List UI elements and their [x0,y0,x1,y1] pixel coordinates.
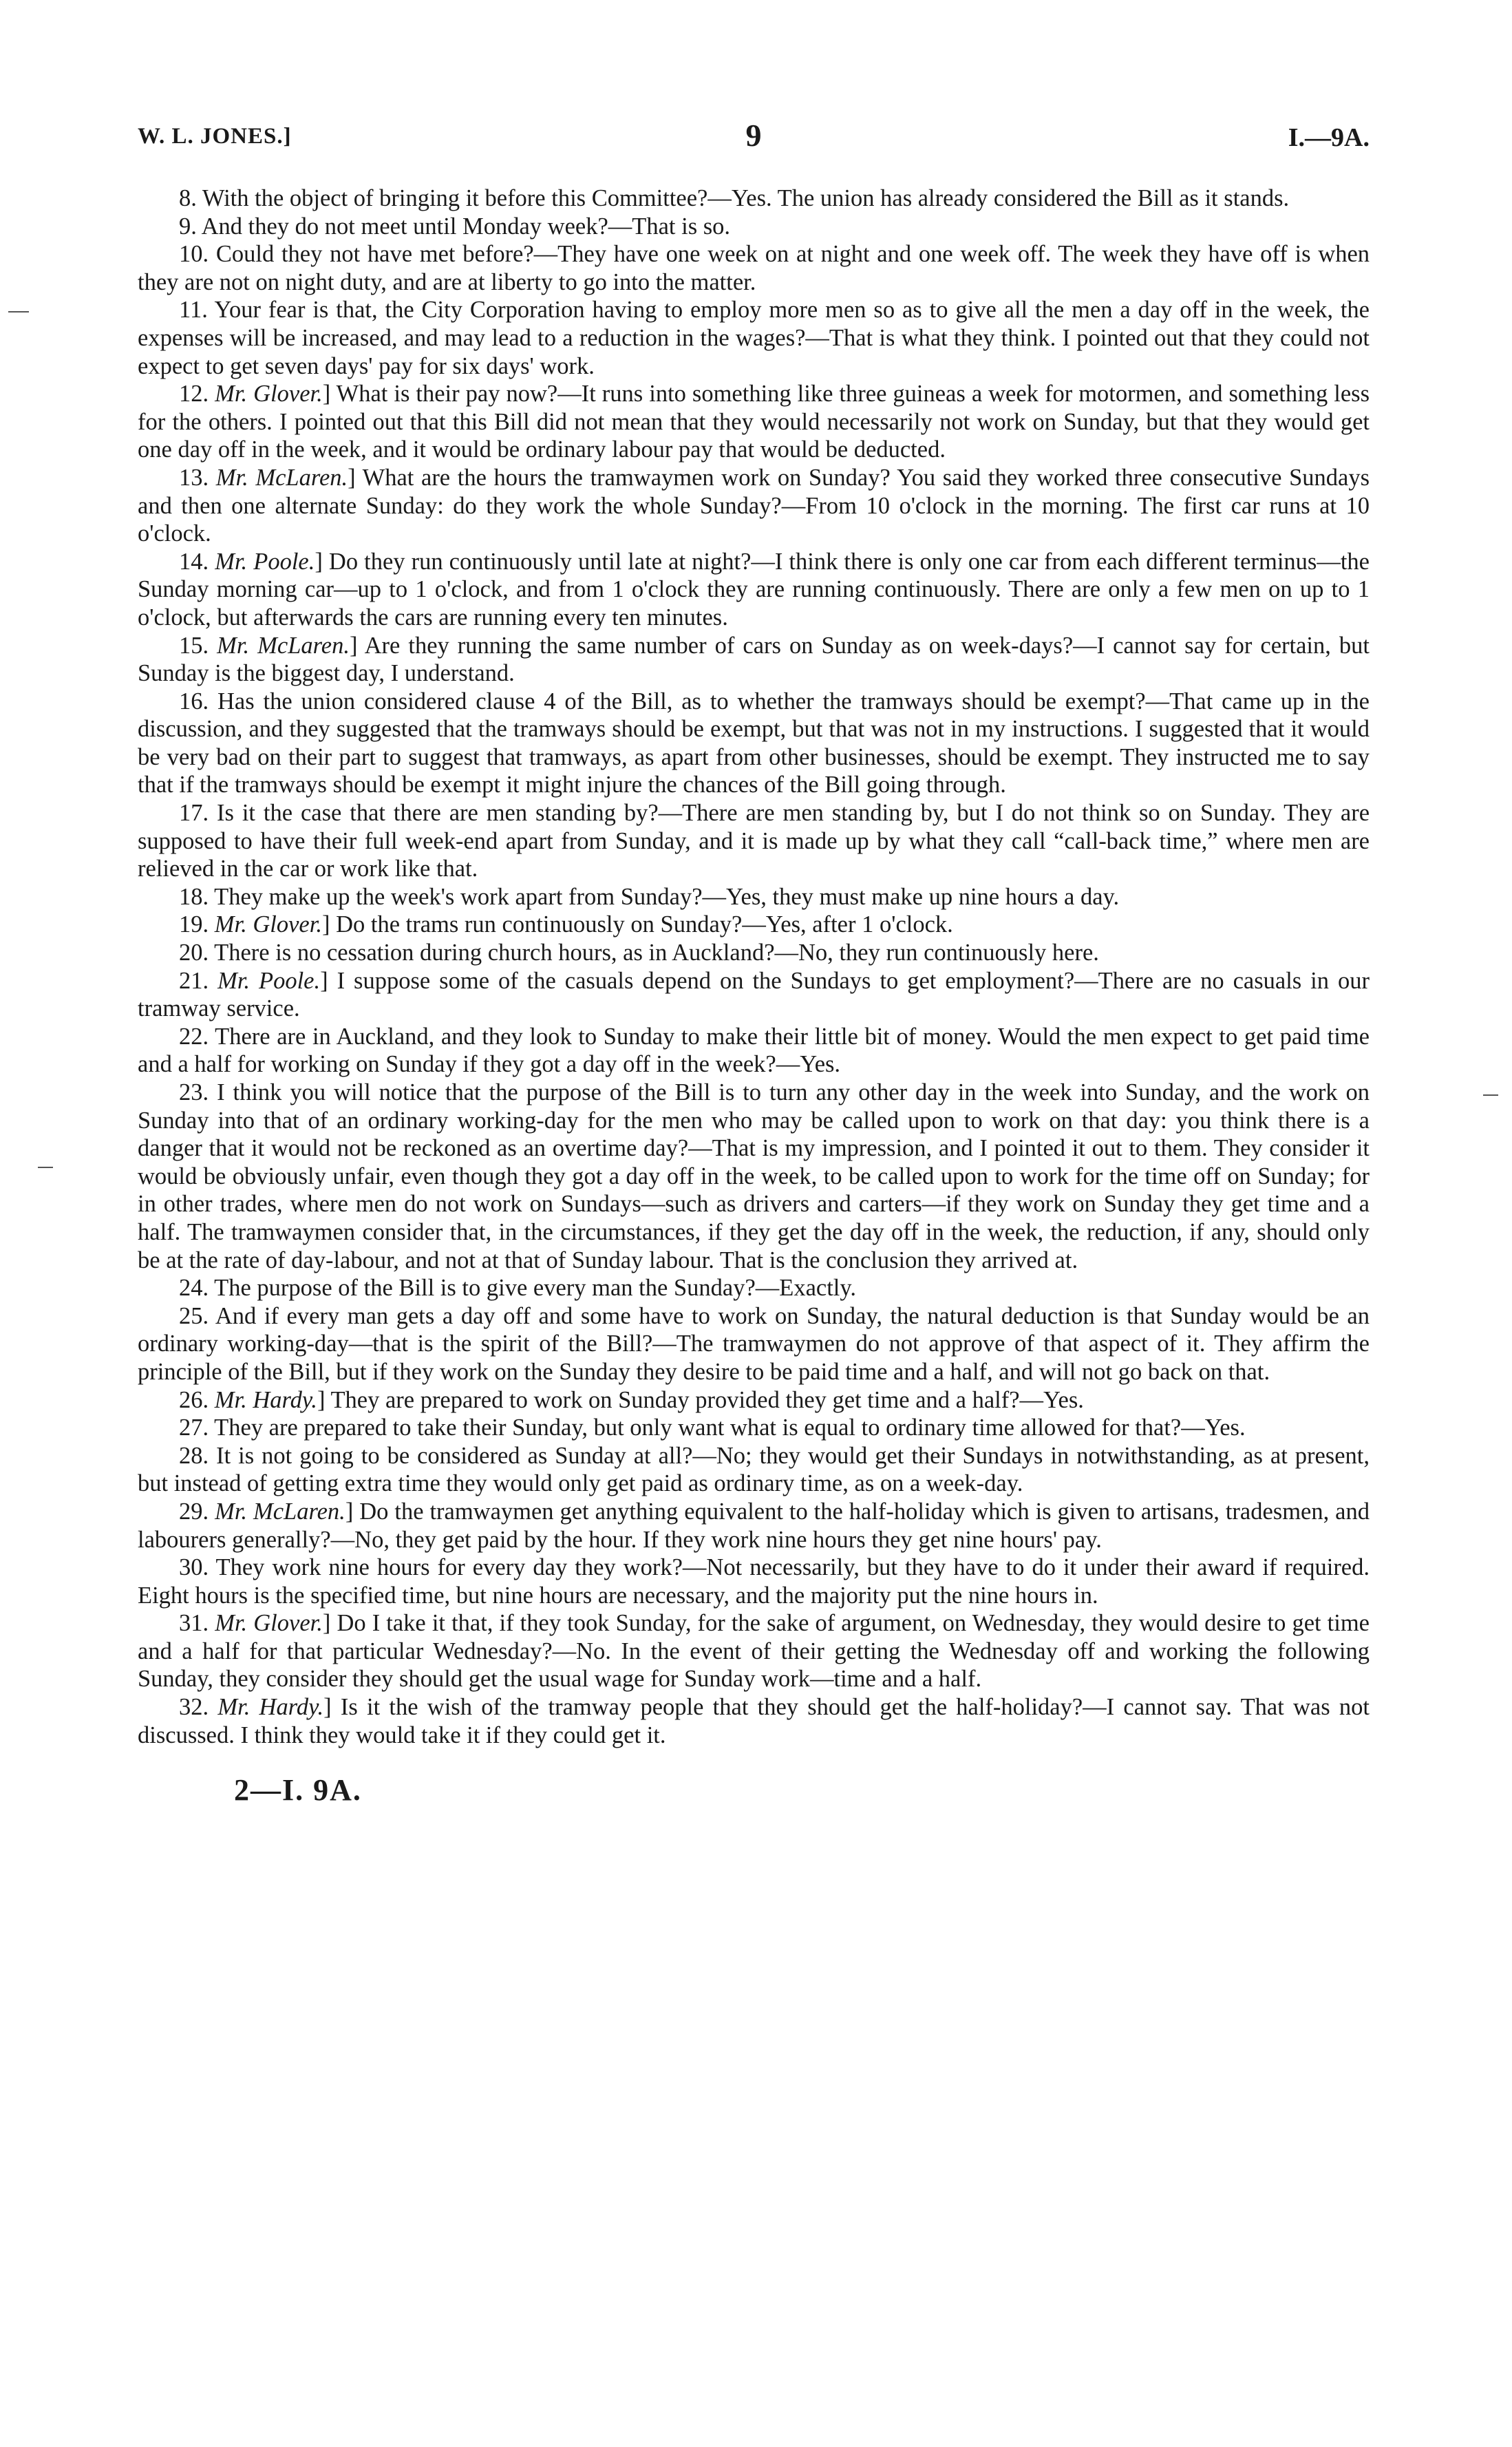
qa-paragraph [138,296,1370,380]
qa-paragraph [138,799,1370,883]
question-number: 29. [179,1498,209,1525]
qa-paragraph [138,184,1370,213]
question-answer-text: It is not going to be considered as Sunday at all?—No; they would get their Sundays in notwithstanding, as at present, but instead of getting extra time they would only get paid as ordinary time, as on a week-day. [138,1442,1370,1497]
qa-paragraph [138,1079,1370,1274]
paper-reference: I.—9A. [1288,123,1370,152]
speaker-name: Mr. Glover. [215,381,323,407]
speaker-name: Mr. Poole. [217,967,321,994]
question-number: 8. [179,185,197,211]
question-number: 28. [179,1442,209,1469]
qa-paragraph [138,1302,1370,1386]
witness-name: W. L. JONES.] [138,124,292,149]
qa-paragraph: 32. Mr. Hardy.] Is it the wish of the tramway people that they should get the half-holiday?—I cannot say. That was not discussed. I think they would take it if they could get it. [138,1694,1370,1748]
question-answer-text: What are the hours the tramwaymen work on Sunday? You said they worked three consecutive Sundays and then one alternate Sunday: do they work the whole Sunday?—From 10 o'clock in the morning. The first car runs at 10 o'clock. [138,464,1370,547]
qa-paragraph: 26. Mr. Hardy.] They are prepared to work on Sunday provided they get time and a half?—Yes. [179,1386,1084,1413]
question-number: 10. [179,241,209,268]
question-number: 18. [179,883,209,910]
qa-paragraph: 13. Mr. McLaren.] What are the hours the tramwaymen work on Sunday? You said they worked three consecutive Sundays and then one alternate Sunday: do they work the whole Sunday?—From 10 o'clock in the morning. The first car runs at 10 o'clock. [138,464,1370,547]
question-answer-text: Could they not have met before?—They have one week on at night and one week off. The week they have off is when they are not on night duty, and are at liberty to go into the matter. [138,241,1370,295]
speaker-name: Mr. McLaren. [215,1498,345,1525]
question-number: 9. [179,213,197,240]
document-page [138,117,1370,1808]
question-answer-text: Is it the wish of the tramway people that they should get the half-holiday?—I cannot say. That was not discussed. I think they would take it if they could get it. [138,1694,1370,1748]
question-answer-text: Is it the case that there are men standing by?—There are men standing by, but I do not think so on Sunday. They are supposed to have their full week-end apart from Sunday, and it is made up by what they call “call-back time,” where men are relieved in the car or work like that. [138,800,1370,882]
qa-paragraph: 29. Mr. McLaren.] Do the tramwaymen get anything equivalent to the half-holiday which is given to artisans, tradesmen, and labourers generally?—No, they get paid by the hour. If they work nine hours they get nine hours' pay. [138,1498,1370,1553]
speaker-name: Mr. McLaren. [217,632,350,659]
question-answer-text: They make up the week's work apart from Sunday?—Yes, they must make up nine hours a day. [214,883,1120,910]
question-number: 22. [179,1023,209,1050]
minutes-of-evidence [138,184,1370,1749]
speaker-name: Mr. Hardy. [214,1386,317,1413]
question-answer-text: They are prepared to take their Sunday, but only want what is equal to ordinary time allowed for that?—Yes. [214,1415,1246,1441]
question-number: 12. [179,381,209,407]
question-answer-text: With the object of bringing it before this Committee?—Yes. The union has already considered the Bill as it stands. [202,185,1290,211]
qa-paragraph: 15. Mr. McLaren.] Are they running the same number of cars on Sunday as on week-days?—I cannot say for certain, but Sunday is the biggest day, I understand. [138,632,1370,687]
qa-paragraph [138,688,1370,799]
question-number: 26. [179,1386,209,1413]
question-answer-text: They work nine hours for every day they work?—Not necessarily, but they have to do it under their award if required. Eight hours is the specified time, but nine hours are necessary, and the majority put the nine hours in. [138,1554,1370,1609]
question-answer-text: I suppose some of the casuals depend on the Sundays to get employment?—There are no casuals in our tramway service. [138,967,1370,1022]
question-number: 32. [179,1694,209,1721]
question-answer-text: I think you will notice that the purpose of the Bill is to turn any other day in the week into Sunday, and the work on Sunday into that of an ordinary working-day for the men who may be called upon to work on that day: you think there is a danger that it would not be reckoned as an overtime day?—That is my impression, and I pointed it out to them. They consider it would be obviously unfair, even though they got a day off in the week, to be called upon to work for the time off on Sunday; for in other trades, where men do not work on Sundays—such as drivers and carters—if they work on Sunday they get time and a half. The tramwaymen consider that, in the circumstances, if they get the day off in the week, the reduction, if any, should only be at the rate of day-labour, and not at that of Sunday labour. That is the conclusion they arrived at. [138,1079,1370,1273]
question-number: 15. [179,632,209,659]
question-answer-text: Has the union considered clause 4 of the Bill, as to whether the tramways should be exempt?—That came up in the discussion, and they suggested that the tramways should be exempt, but that was not in my instructions. I suggested that it would be very bad on their part to suggest that tramways, as apart from other businesses, should be exempt. They instructed me to say that if the tramways should be exempt it might injure the chances of the Bill going through. [138,688,1370,798]
qa-paragraph: 12. Mr. Glover.] What is their pay now?—It runs into something like three guineas a week for motormen, and something less for the others. I pointed out that this Bill did not mean that they would necessarily not work on Sunday, but that they would get one day off in the week, and it would be ordinary labour pay that would be deducted. [138,381,1370,463]
question-number: 23. [179,1079,209,1105]
question-answer-text: And if every man gets a day off and some have to work on Sunday, the natural deduction is that Sunday would be an ordinary working-day—that is the spirit of the Bill?—The tramwaymen do not approve of that aspect of it. They affirm the principle of the Bill, but if they work on the Sunday they desire to be paid time and a half, and will not go back on that. [138,1302,1370,1385]
question-answer-text: They are prepared to work on Sunday provided they get time and a half?—Yes. [330,1386,1084,1413]
question-number: 27. [179,1415,209,1441]
qa-paragraph [138,939,1370,967]
qa-paragraph: 14. Mr. Poole.] Do they run continuously until late at night?—I think there is only one car from each different terminus—the Sunday morning car—up to 1 o'clock, and from 1 o'clock they are running continuously. There are only a few men on up to 1 o'clock, but afterwards the cars are running every ten minutes. [138,548,1370,631]
speaker-name: Mr. Poole. [215,548,315,575]
qa-paragraph [138,1414,1370,1442]
question-answer-text: Your fear is that, the City Corporation having to employ more men so as to give all the men a day off in the week, the expenses will be increased, and may lead to a reduction in the wages?—That is what they think. I pointed out that they could not expect to get seven days' pay for six days' work. [138,297,1370,379]
margin-dash [38,1167,53,1168]
question-number: 11. [179,297,208,324]
printer-signature-mark: 2—I. 9A. [234,1773,362,1808]
speaker-name: Mr. Glover. [215,1610,323,1637]
speaker-name: Mr. Glover. [214,911,322,938]
question-number: 20. [179,940,209,966]
question-answer-text: The purpose of the Bill is to give every man the Sunday?—Exactly. [214,1275,857,1302]
qa-paragraph [138,1023,1370,1079]
margin-dash [8,311,29,313]
qa-paragraph [138,1442,1370,1498]
question-number: 19. [179,911,209,938]
margin-dash [1483,1094,1498,1096]
question-answer-text: What is their pay now?—It runs into something like three guineas a week for motormen, and something less for the others. I pointed out that this Bill did not mean that they would necessarily not work on Sunday, but that they would get one day off in the week, and it would be ordinary labour pay that would be deducted. [138,381,1370,463]
question-number: 17. [179,800,209,827]
page-header [138,117,1370,179]
question-number: 30. [179,1554,209,1581]
question-answer-text: Do they run continuously until late at night?—I think there is only one car from each different terminus—the Sunday morning car—up to 1 o'clock, and from 1 o'clock they are running continuously. There are only a few men on up to 1 o'clock, but afterwards the cars are running every ten minutes. [138,548,1370,631]
question-answer-text: There is no cessation during church hours, as in Auckland?—No, they run continuously here. [214,940,1099,966]
question-answer-text: Do the tramwaymen get anything equivalent to the half-holiday which is given to artisans, tradesmen, and labourers generally?—No, they get paid by the hour. If they work nine hours they get nine hours' pay. [138,1498,1370,1553]
speaker-name: Mr. Hardy. [217,1694,324,1721]
question-number: 25. [179,1302,209,1329]
question-number: 16. [179,688,209,714]
qa-paragraph [138,883,1370,911]
question-number: 24. [179,1275,209,1302]
qa-paragraph [138,240,1370,296]
qa-paragraph [138,213,1370,241]
qa-paragraph: 21. Mr. Poole.] I suppose some of the casuals depend on the Sundays to get employment?—There are no casuals in our tramway service. [138,967,1370,1022]
page-number: 9 [745,118,762,153]
qa-paragraph: 31. Mr. Glover.] Do I take it that, if they took Sunday, for the sake of argument, on Wednesday, they would desire to get time and a half for that particular Wednesday?—No. In the event of their getting the Wednesday off and working the following Sunday, they consider they should get the usual wage for Sunday work—time and a half. [138,1610,1370,1693]
question-answer-text: There are in Auckland, and they look to Sunday to make their little bit of money. Would the men expect to get paid time and a half for working on Sunday if they got a day off in the week?—Yes. [138,1023,1370,1078]
question-number: 31. [179,1610,209,1637]
question-answer-text: And they do not meet until Monday week?—That is so. [201,213,731,240]
question-number: 14. [179,548,209,575]
qa-paragraph [138,1554,1370,1609]
question-answer-text: Do the trams run continuously on Sunday?—Yes, after 1 o'clock. [336,911,953,938]
qa-paragraph: 19. Mr. Glover.] Do the trams run continuously on Sunday?—Yes, after 1 o'clock. [179,911,953,938]
question-answer-text: Do I take it that, if they took Sunday, for the sake of argument, on Wednesday, they would desire to get time and a half for that particular Wednesday?—No. In the event of their getting the Wednesday off and working the following Sunday, they consider they should get the usual wage for Sunday work—time and a half. [138,1610,1370,1693]
question-number: 13. [179,464,209,491]
question-number: 21. [179,967,209,994]
question-answer-text: Are they running the same number of cars on Sunday as on week-days?—I cannot say for certain, but Sunday is the biggest day, I understand. [138,632,1370,687]
speaker-name: Mr. McLaren. [215,464,348,491]
qa-paragraph [138,1274,1370,1302]
